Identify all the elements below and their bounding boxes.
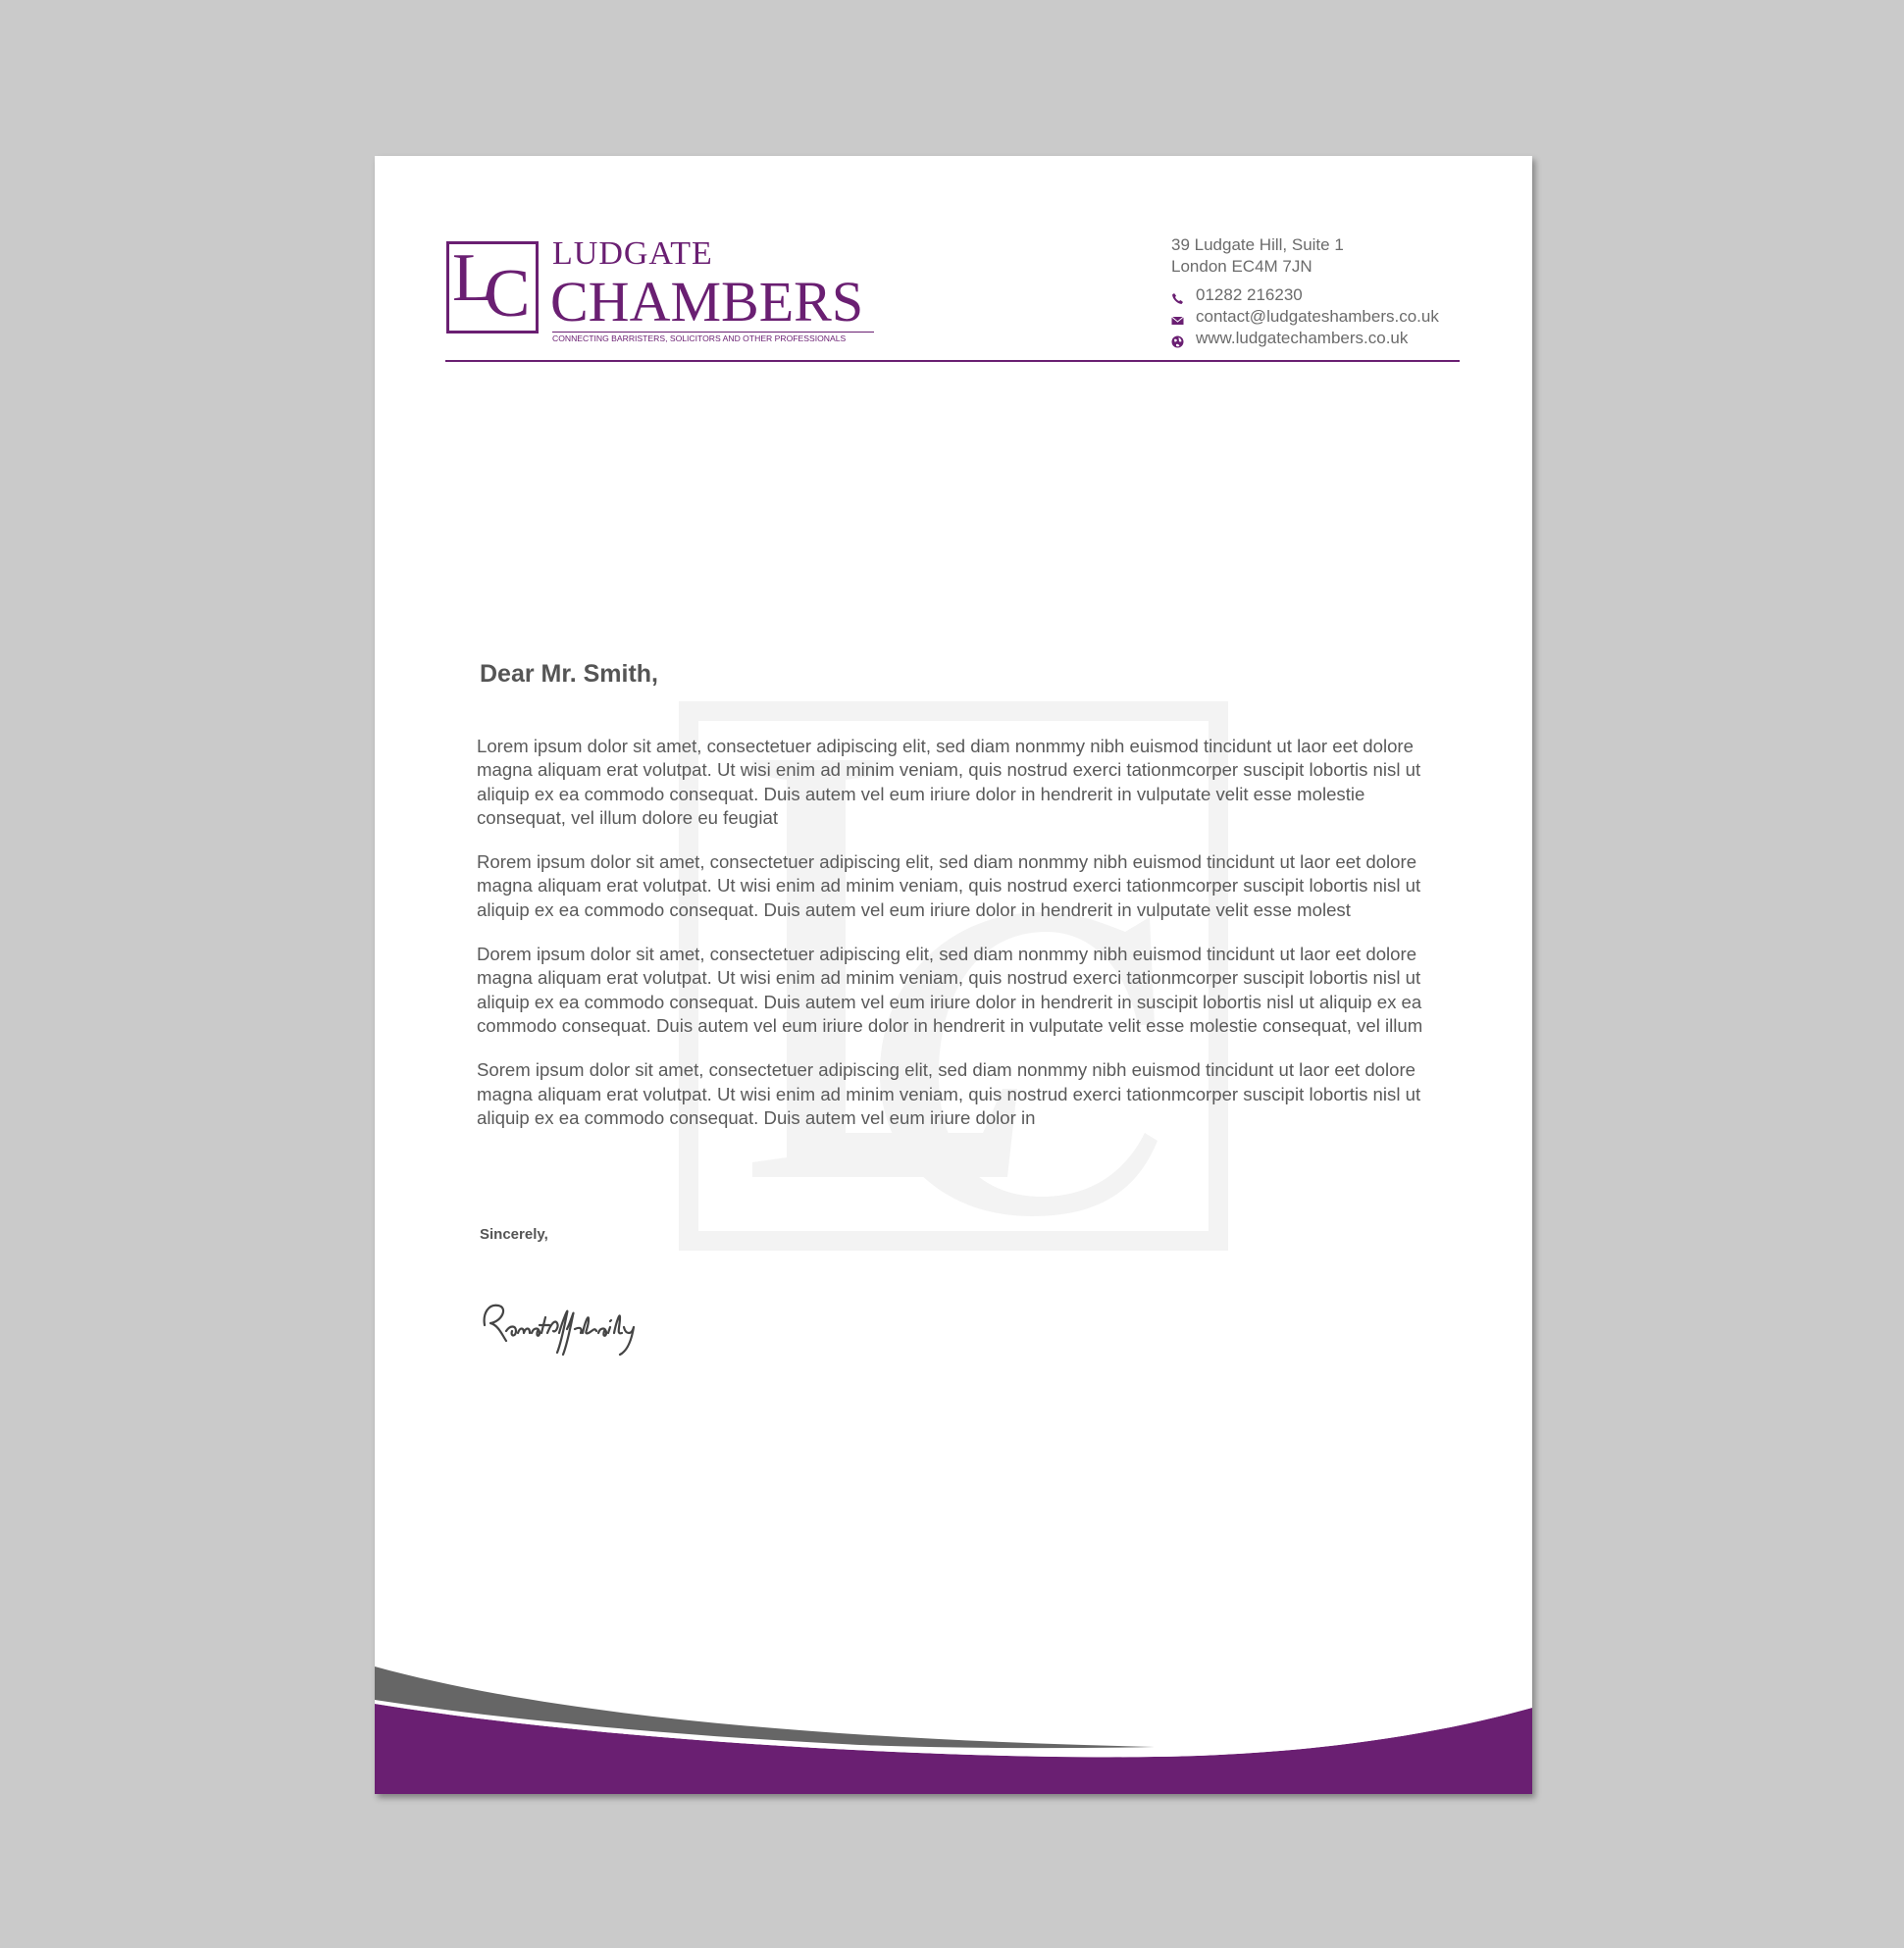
- brand-name-top: LUDGATE: [552, 235, 713, 272]
- contact-block: [1171, 234, 1439, 349]
- logo-monogram: LC: [452, 240, 521, 332]
- phone-number: 01282 216230: [1196, 285, 1303, 304]
- letterhead-page: [375, 156, 1532, 1794]
- email-row: [1171, 306, 1439, 328]
- handwritten-signature: [477, 1284, 683, 1362]
- letter-body: [477, 735, 1433, 1151]
- email-link[interactable]: contact@ludgateshambers.co.uk: [1196, 307, 1439, 326]
- address-line-2: London EC4M 7JN: [1171, 257, 1312, 276]
- letter-paragraph: Dorem ipsum dolor sit amet, consectetuer adipiscing elit, sed diam nonmmy nibh euismod tincidunt ut laor eet dolore magna aliquam erat volutpat. Ut wisi enim ad minim veniam, quis nostrud exerci tationmcorper suscipit lobortis nisl ut aliquip ex ea commodo consequat. Duis autem vel eum iriure dolor in hendrerit in suscipit lobortis nisl ut aliquip ex ea commodo consequat. Duis autem vel eum iriure dolor in hendrerit in vulputate velit esse molestie consequat, vel illum: [477, 944, 1423, 1036]
- logo: [446, 235, 878, 349]
- mail-icon: [1171, 311, 1184, 324]
- brand-tagline: CONNECTING BARRISTERS, SOLICITORS AND OTHER PROFESSIONALS: [552, 332, 874, 343]
- letter-closing: Sincerely,: [480, 1226, 548, 1243]
- website-row: [1171, 328, 1439, 349]
- website-link[interactable]: www.ludgatechambers.co.uk: [1196, 329, 1409, 347]
- phone-icon: [1171, 289, 1184, 302]
- brand-name-main: CHAMBERS: [550, 270, 864, 333]
- letter-paragraph: Sorem ipsum dolor sit amet, consectetuer adipiscing elit, sed diam nonmmy nibh euismod tincidunt ut laor eet dolore magna aliquam erat volutpat. Ut wisi enim ad minim veniam, quis nostrud exerci tationmcorper suscipit lobortis nisl ut aliquip ex ea commodo consequat. Duis autem vel eum iriure dolor in: [477, 1059, 1421, 1128]
- header-divider: [445, 360, 1460, 362]
- phone-row: [1171, 284, 1439, 306]
- globe-icon: [1171, 333, 1184, 345]
- logo-monogram-box: [446, 241, 539, 333]
- letter-greeting: Dear Mr. Smith,: [480, 660, 658, 688]
- letter-paragraph: Rorem ipsum dolor sit amet, consectetuer adipiscing elit, sed diam nonmmy nibh euismod tincidunt ut laor eet dolore magna aliquam erat volutpat. Ut wisi enim ad minim veniam, quis nostrud exerci tationmcorper suscipit lobortis nisl ut aliquip ex ea commodo consequat. Duis autem vel eum iriure dolor in hendrerit in vulputate velit esse molest: [477, 851, 1421, 920]
- footer-swoosh: [375, 1666, 1532, 1794]
- letter-paragraph: Lorem ipsum dolor sit amet, consectetuer adipiscing elit, sed diam nonmmy nibh euismod tincidunt ut laor eet dolore magna aliquam erat volutpat. Ut wisi enim ad minim veniam, quis nostrud exerci tationmcorper suscipit lobortis nisl ut aliquip ex ea commodo consequat. Duis autem vel eum iriure dolor in hendrerit in vulputate velit esse molestie consequat, vel illum dolore eu feugiat: [477, 736, 1421, 828]
- address-line-1: 39 Ludgate Hill, Suite 1: [1171, 235, 1344, 254]
